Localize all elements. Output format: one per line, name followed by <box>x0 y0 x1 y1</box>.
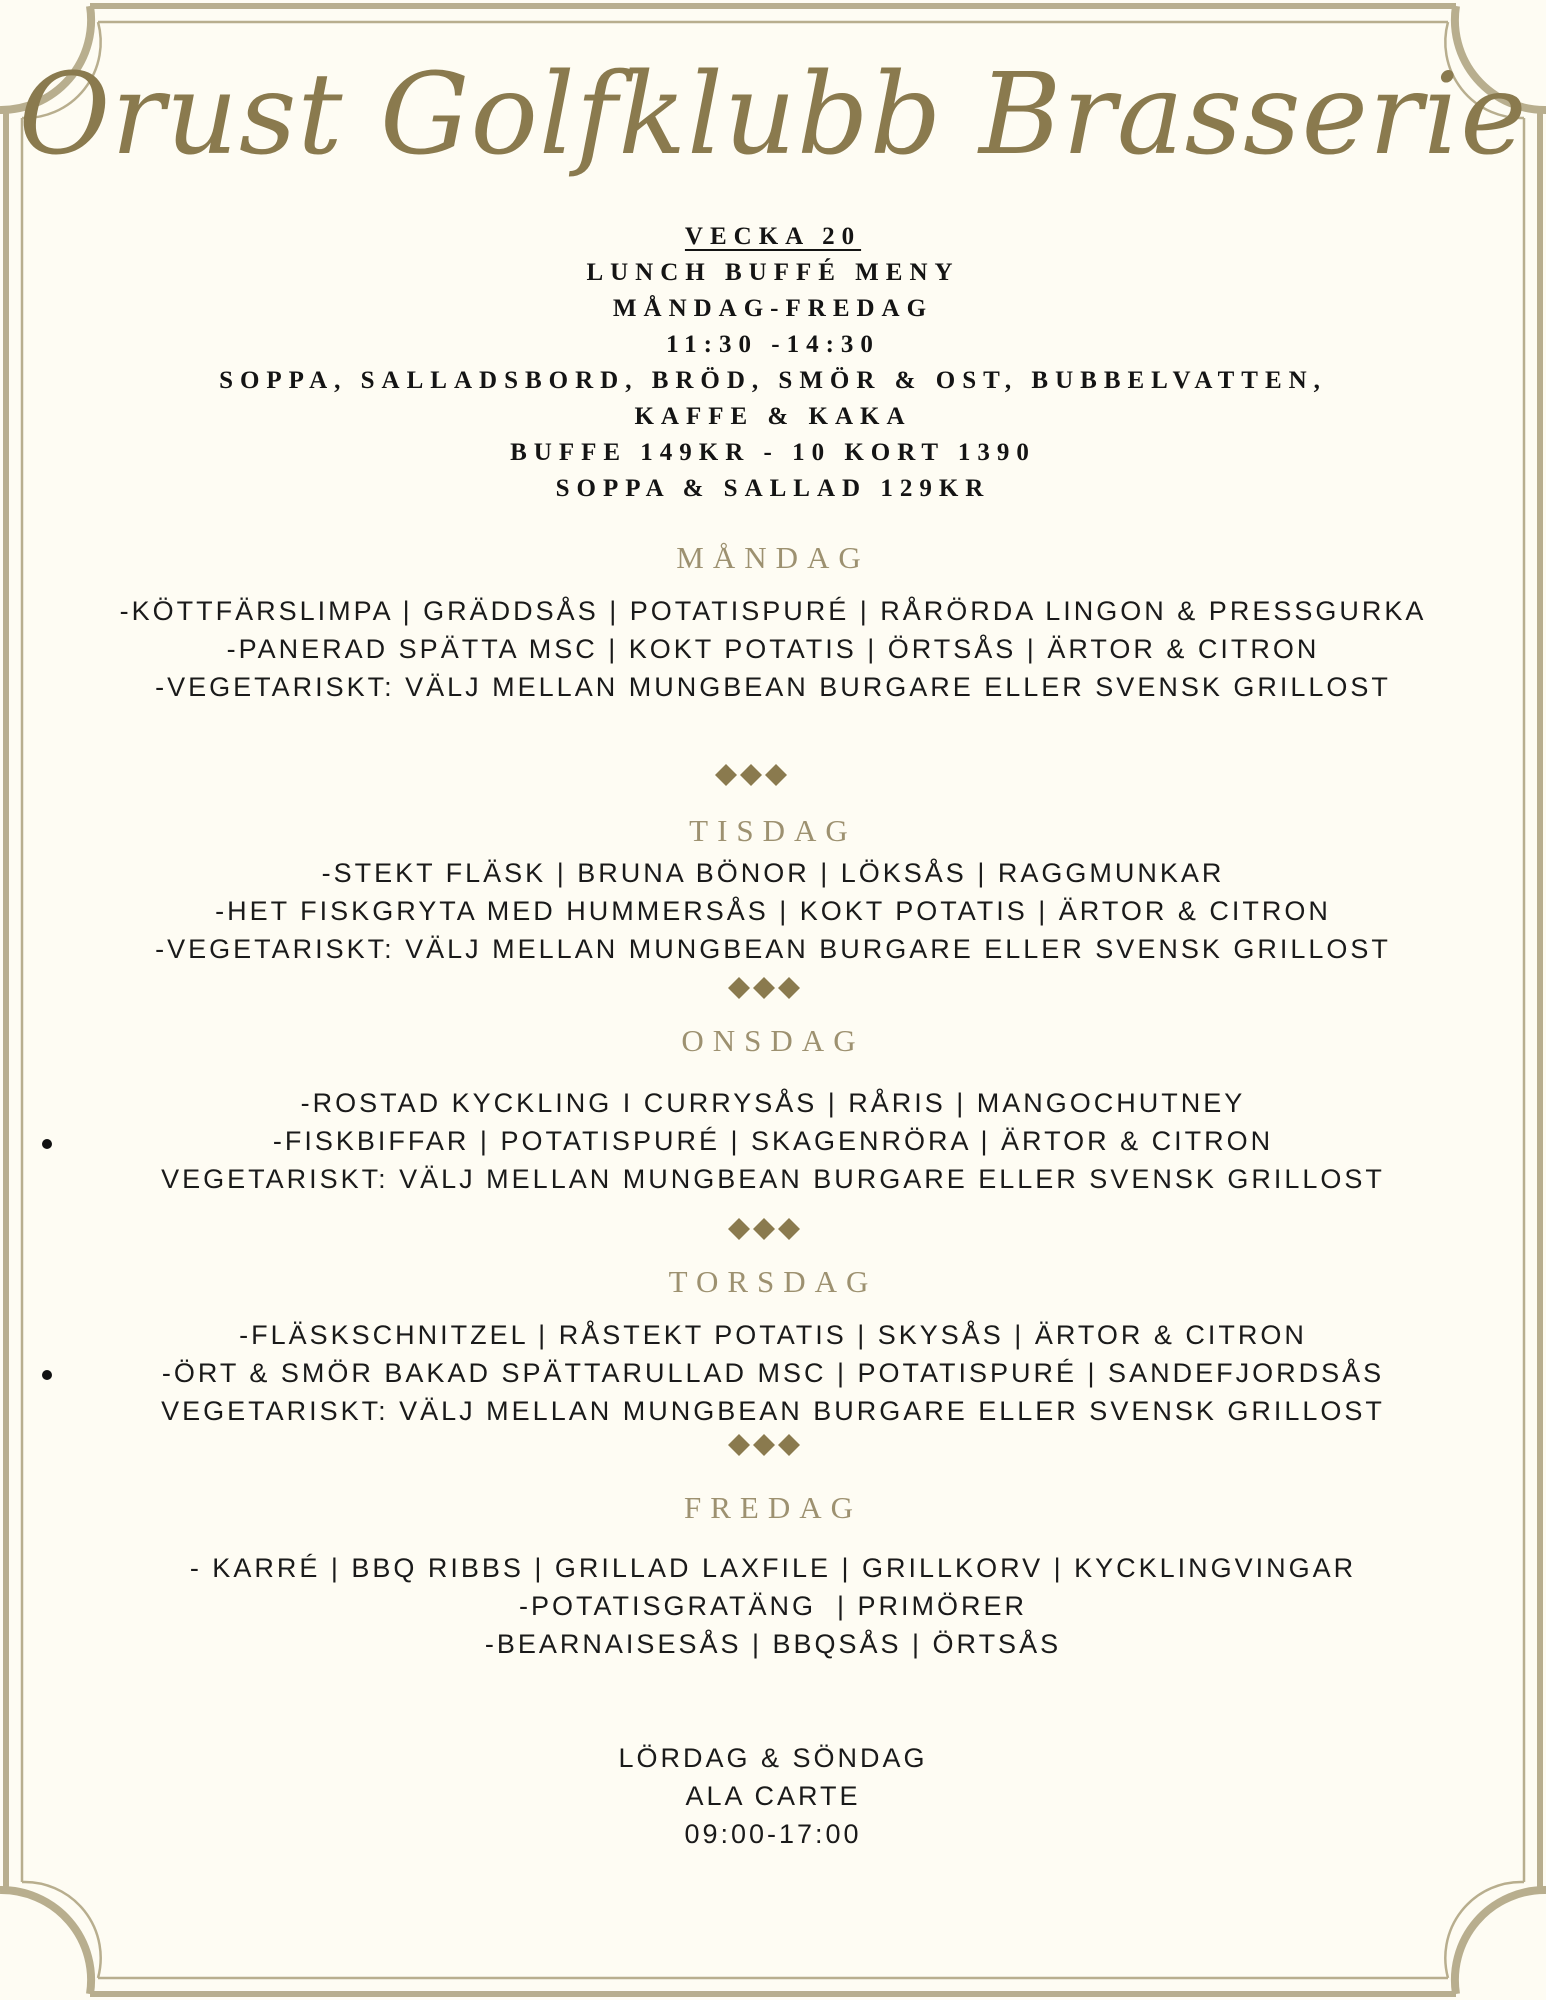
page-title: Orust Golfklubb Brasserie <box>18 50 1528 180</box>
day-heading-torsdag: TORSDAG <box>668 1264 878 1299</box>
price-buffe: BUFFE 149KR - 10 KORT 1390 <box>510 439 1036 466</box>
menu-item: -VEGETARISKT: VÄLJ MELLAN MUNGBEAN BURGARE ELLER SVENSK GRILLOST <box>155 672 1391 702</box>
menu-item: -FLÄSKSCHNITZEL | RÅSTEKT POTATIS | SKYSÅS | ÄRTOR & CITRON <box>239 1320 1307 1350</box>
menu-item: -ROSTAD KYCKLING I CURRYSÅS | RÅRIS | MANGOCHUTNEY <box>300 1088 1246 1118</box>
day-heading-tisdag: TISDAG <box>689 813 857 848</box>
menu-item: -KÖTTFÄRSLIMPA | GRÄDDSÅS | POTATISPURÉ | RÅRÖRDA LINGON & PRESSGURKA <box>119 596 1427 626</box>
days-label: MÅNDAG-FREDAG <box>612 295 934 322</box>
menu-item: -PANERAD SPÄTTA MSC | KOKT POTATIS | ÖRTSÅS | ÄRTOR & CITRON <box>226 634 1320 664</box>
day-heading-mandag: MÅNDAG <box>676 540 870 575</box>
includes-line-1: SOPPA, SALLADSBORD, BRÖD, SMÖR & OST, BUBBELVATTEN, <box>219 367 1327 394</box>
day-heading-onsdag: ONSDAG <box>681 1023 865 1058</box>
day-heading-fredag: FREDAG <box>683 1490 862 1525</box>
diamond-divider-icon <box>713 762 809 788</box>
menu-item: VEGETARISKT: VÄLJ MELLAN MUNGBEAN BURGARE ELLER SVENSK GRILLOST <box>161 1164 1385 1194</box>
menu-item: -BEARNAISESÅS | BBQSÅS | ÖRTSÅS <box>484 1629 1062 1659</box>
menu-item: -ÖRT & SMÖR BAKAD SPÄTTARULLAD MSC | POTATISPURÉ | SANDEFJORDSÅS <box>161 1358 1385 1388</box>
weekend-type: ALA CARTE <box>685 1781 861 1811</box>
includes-line-2: KAFFE & KAKA <box>634 403 912 430</box>
week-label: VECKA 20 <box>684 223 862 250</box>
menu-item: - KARRÉ | BBQ RIBBS | GRILLAD LAXFILE | GRILLKORV | KYCKLINGVINGAR <box>189 1553 1357 1583</box>
menu-item: VEGETARISKT: VÄLJ MELLAN MUNGBEAN BURGARE ELLER SVENSK GRILLOST <box>161 1396 1385 1426</box>
diamond-divider-icon <box>726 975 822 1001</box>
menu-item: -FISKBIFFAR | POTATISPURÉ | SKAGENRÖRA | ÄRTOR & CITRON <box>272 1126 1274 1156</box>
menu-item: -VEGETARISKT: VÄLJ MELLAN MUNGBEAN BURGARE ELLER SVENSK GRILLOST <box>155 934 1391 964</box>
price-soup-salad: SOPPA & SALLAD 129KR <box>555 475 991 502</box>
menu-item: -STEKT FLÄSK | BRUNA BÖNOR | LÖKSÅS | RAGGMUNKAR <box>321 858 1225 888</box>
menu-item: -HET FISKGRYTA MED HUMMERSÅS | KOKT POTATIS | ÄRTOR & CITRON <box>215 896 1331 926</box>
weekend-hours: 09:00-17:00 <box>684 1819 862 1849</box>
weekend-days: LÖRDAG & SÖNDAG <box>618 1743 928 1773</box>
hours-label: 11:30 -14:30 <box>666 331 880 358</box>
diamond-divider-icon <box>726 1432 822 1458</box>
diamond-divider-icon <box>726 1216 822 1242</box>
menu-item: -POTATISGRATÄNG | PRIMÖRER <box>518 1591 1028 1621</box>
menu-label: LUNCH BUFFÉ MENY <box>586 259 960 286</box>
